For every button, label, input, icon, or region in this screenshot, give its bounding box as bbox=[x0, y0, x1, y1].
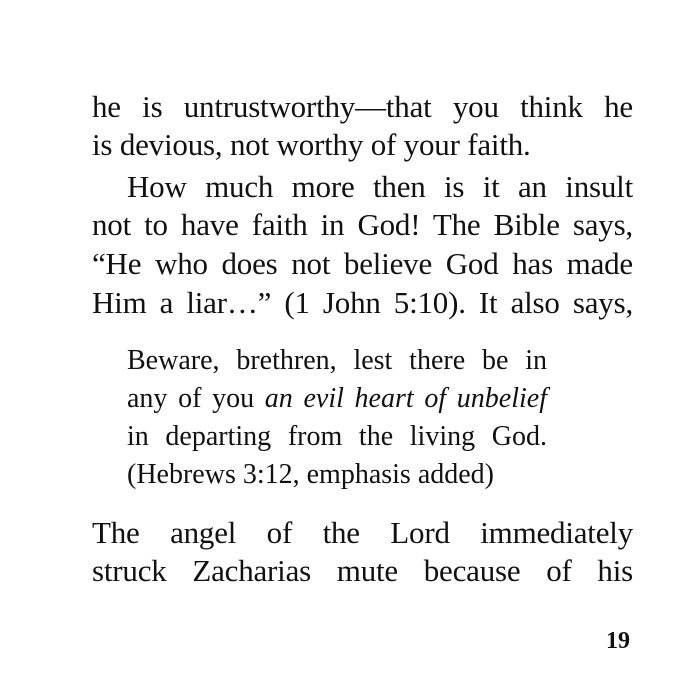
body-text-line: “He who does not believe God has made bbox=[92, 246, 633, 281]
body-text-line: Him a liar…” (1 John 5:10). It also says, bbox=[92, 285, 633, 320]
page-number: 19 bbox=[606, 628, 630, 654]
body-text-line: not to have faith in God! The Bible says, bbox=[92, 207, 633, 242]
quote-emphasis: an evil heart of unbelief bbox=[264, 383, 547, 414]
quote-line: in departing from the living God. bbox=[127, 421, 547, 452]
quote-text: any of you bbox=[127, 383, 265, 414]
quote-line: Beware, brethren, lest there be in bbox=[127, 345, 547, 376]
body-text-line: How much more then is it an insult bbox=[127, 169, 633, 204]
quote-citation: (Hebrews 3:12, emphasis added) bbox=[127, 459, 495, 490]
body-text-line: he is untrustworthy—that you think he bbox=[92, 89, 633, 124]
quote-line bbox=[127, 380, 547, 418]
body-text-line: The angel of the Lord immediately bbox=[92, 515, 633, 550]
body-text-line: is devious, not worthy of your faith. bbox=[92, 127, 531, 162]
body-text-line: struck Zacharias mute because of his bbox=[92, 553, 633, 588]
